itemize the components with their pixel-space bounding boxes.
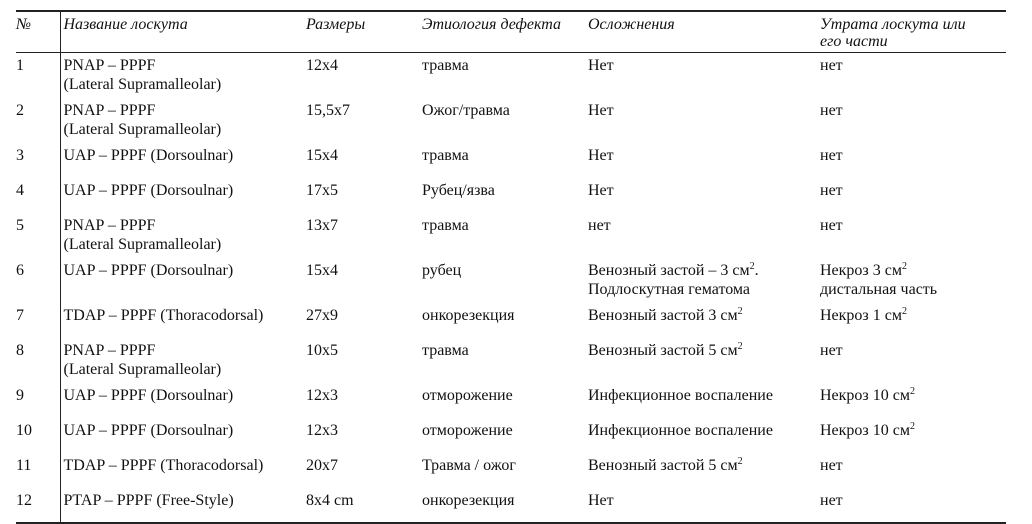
complication-line1 [588,101,820,120]
complication-line1-text: Нет [588,492,614,509]
flap-name-line1-text: UAP – PPPF (Dorsoulnar) [63,147,234,164]
table-row [16,143,1006,178]
flap-name-line1 [64,181,307,200]
flap-name-line1 [64,56,307,75]
flap-name-line2-text: (Lateral Supramalleolar) [63,76,222,93]
cell-flap-name [60,488,306,523]
flap-name-line1 [64,101,307,120]
cell-flap-loss [820,488,1006,523]
flap-size [306,306,422,325]
complication-line1 [588,386,820,405]
flap-loss-line1 [820,456,1006,475]
defect-etiology-text: травма [422,217,469,234]
flap-size [306,181,422,200]
complication-line1-text: Нет [588,147,614,164]
flap-size-text: 8x4 cm [306,492,354,509]
cell-num [16,418,60,453]
cell-num [16,178,60,213]
cell-size [306,338,422,383]
flap-name-line1-text: TDAP – PPPF (Thoracodorsal) [63,457,264,474]
flap-size-text: 17x5 [306,182,338,199]
cell-size [306,418,422,453]
cell-etiology [422,338,588,383]
row-number-text: 4 [16,182,24,199]
complication-line1-text: Венозный застой – 3 см [588,262,750,279]
flap-loss-line1 [820,421,1006,440]
cell-flap-loss [820,418,1006,453]
complication-line2-text: Подлоскутная гематома [588,281,751,298]
cell-flap-name [60,143,306,178]
cell-complications [588,178,820,213]
cell-size [306,258,422,303]
flap-size [306,56,422,75]
cell-flap-loss [820,213,1006,258]
cell-size [306,178,422,213]
flap-loss-line1-text: нет [820,342,843,359]
defect-etiology-text: травма [422,147,469,164]
flap-name-line1-text: PNAP – PPPF [63,217,156,234]
cell-etiology [422,303,588,338]
complication-line1 [588,491,820,510]
flap-loss-line1-text: нет [820,457,843,474]
cell-complications [588,213,820,258]
flap-name-line1-text: TDAP – PPPF (Thoracodorsal) [63,307,264,324]
cell-etiology [422,98,588,143]
flap-size [306,101,422,120]
defect-etiology-text: травма [422,57,469,74]
table-row [16,213,1006,258]
flap-size [306,386,422,405]
defect-etiology [422,491,588,510]
cell-etiology [422,418,588,453]
complication-line1-text: Нет [588,102,614,119]
cell-flap-loss [820,98,1006,143]
flap-loss-line1-text: нет [820,57,843,74]
complication-line1-text: Венозный застой 3 см [588,307,738,324]
complication-line1 [588,306,820,325]
cell-flap-loss [820,453,1006,488]
flap-loss-line1 [820,306,1006,325]
cell-size [306,453,422,488]
table-row [16,418,1006,453]
flap-size-text: 12x4 [306,57,338,74]
flap-loss-line1 [820,386,1006,405]
flap-loss-line1-superscript: 2 [909,386,915,397]
defect-etiology [422,456,588,475]
cell-flap-name [60,258,306,303]
cell-flap-loss [820,338,1006,383]
flap-loss-line1 [820,341,1006,360]
cell-complications [588,258,820,303]
flap-size-text: 15x4 [306,262,338,279]
defect-etiology-text: онкорезекция [422,492,515,509]
flap-loss-line1 [820,146,1006,165]
flap-loss-line2-text: дистальная часть [820,281,938,298]
flap-loss-line1 [820,216,1006,235]
cell-complications [588,383,820,418]
defect-etiology [422,306,588,325]
cell-etiology [422,258,588,303]
cell-size [306,383,422,418]
complication-line1-text: Нет [588,182,614,199]
complication-line1 [588,261,820,280]
flap-size-text: 13x7 [306,217,338,234]
flap-loss-line1-superscript: 2 [901,261,907,272]
complication-line1-superscript: 2 [737,306,743,317]
cell-etiology [422,488,588,523]
flap-name-line1 [64,386,307,405]
flap-size-text: 12x3 [306,387,338,404]
flap-name-line2-text: (Lateral Supramalleolar) [63,121,222,138]
cell-num [16,53,60,99]
flap-size [306,456,422,475]
row-number [16,306,60,325]
flap-name-line1 [64,421,307,440]
flap-loss-line1-superscript: 2 [909,421,915,432]
header-etiology: Этиология дефекта [422,16,561,33]
row-number [16,56,60,75]
flap-loss-line1 [820,491,1006,510]
flap-loss-line1-text: Некроз 10 см [820,387,910,404]
cell-etiology [422,178,588,213]
complication-line1-text: Инфекционное воспаление [588,422,773,439]
row-number-text: 8 [16,342,24,359]
flap-name-line2 [64,360,307,379]
defect-etiology-text: отморожение [422,387,513,404]
row-number-text: 7 [16,307,24,324]
complication-line1 [588,341,820,360]
cell-num [16,453,60,488]
defect-etiology-text: рубец [422,262,462,279]
flap-loss-line1-text: Некроз 10 см [820,422,910,439]
flap-size [306,261,422,280]
cell-size [306,213,422,258]
flap-loss-line2 [820,280,1006,299]
cell-etiology [422,143,588,178]
header-flap-loss [820,11,1006,53]
flap-name-line1 [64,306,307,325]
table-row [16,488,1006,523]
row-number [16,261,60,280]
cell-complications [588,143,820,178]
row-number-text: 3 [16,147,24,164]
flap-name-line1 [64,341,307,360]
row-number [16,101,60,120]
defect-etiology-text: травма [422,342,469,359]
flap-name-line2-text: (Lateral Supramalleolar) [63,236,222,253]
table-header-row [16,11,1006,53]
table-row [16,258,1006,303]
row-number [16,491,60,510]
row-number-text: 9 [16,387,24,404]
defect-etiology [422,56,588,75]
flap-size [306,146,422,165]
row-number-text: 10 [16,422,32,439]
cell-size [306,143,422,178]
cell-flap-loss [820,53,1006,99]
row-number [16,216,60,235]
cell-num [16,213,60,258]
cell-num [16,303,60,338]
complication-line1 [588,181,820,200]
row-number-text: 6 [16,262,24,279]
cell-complications [588,488,820,523]
flap-name-line2-text: (Lateral Supramalleolar) [63,361,222,378]
defect-etiology-text: Ожог/травма [422,102,510,119]
row-number [16,181,60,200]
cell-complications [588,453,820,488]
complication-line1-text: нет [588,217,611,234]
cell-etiology [422,213,588,258]
row-number [16,421,60,440]
table-row [16,98,1006,143]
flap-name-line1-text: UAP – PPPF (Dorsoulnar) [63,387,234,404]
flap-loss-line1-text: Некроз 3 см [820,262,902,279]
flap-name-line2 [64,120,307,139]
flap-loss-line1-text: нет [820,492,843,509]
flap-loss-line1 [820,56,1006,75]
cell-flap-loss [820,178,1006,213]
cell-complications [588,418,820,453]
cell-complications [588,53,820,99]
row-number-text: 12 [16,492,32,509]
cell-num [16,98,60,143]
cell-num [16,383,60,418]
header-flap-loss-line1: Утрата лоскута или [820,16,966,33]
table-row [16,338,1006,383]
flap-name-line1-text: PTAP – PPPF (Free-Style) [63,492,234,509]
complication-line1 [588,216,820,235]
defect-etiology-text: Травма / ожог [422,457,516,474]
cell-flap-name [60,98,306,143]
flap-name-line1-text: UAP – PPPF (Dorsoulnar) [63,422,234,439]
complication-line1-text: Венозный застой 5 см [588,457,738,474]
complication-line1-superscript: 2 [737,341,743,352]
flap-name-line1-text: UAP – PPPF (Dorsoulnar) [63,182,234,199]
flap-loss-line1 [820,101,1006,120]
complication-line1-text: Инфекционное воспаление [588,387,773,404]
cell-num [16,338,60,383]
cell-size [306,53,422,99]
table-row [16,453,1006,488]
flap-size-text: 20x7 [306,457,338,474]
table-row [16,383,1006,418]
flap-loss-line1-text: Некроз 1 см [820,307,902,324]
row-number [16,386,60,405]
cell-etiology [422,53,588,99]
defect-etiology-text: Рубец/язва [422,182,495,199]
defect-etiology-text: отморожение [422,422,513,439]
flap-size-text: 15,5x7 [306,102,350,119]
complication-line2 [588,280,820,299]
defect-etiology-text: онкорезекция [422,307,515,324]
row-number [16,146,60,165]
cell-complications [588,338,820,383]
flap-size [306,216,422,235]
cell-flap-loss [820,303,1006,338]
defect-etiology [422,146,588,165]
complication-line1 [588,56,820,75]
header-flap-loss-line2: его части [820,33,888,50]
cell-flap-name [60,453,306,488]
table-row [16,178,1006,213]
header-size: Размеры [306,16,366,33]
flap-size-text: 10x5 [306,342,338,359]
flap-results-table [16,10,1006,524]
complication-line1-superscript: 2 [737,456,743,467]
flap-name-line2 [64,75,307,94]
row-number-text: 5 [16,217,24,234]
cell-size [306,303,422,338]
cell-flap-name [60,418,306,453]
complication-line1-superscript: 2 [749,261,755,272]
flap-loss-line1-text: нет [820,182,843,199]
flap-name-line1-text: PNAP – PPPF [63,57,156,74]
cell-flap-name [60,303,306,338]
defect-etiology [422,216,588,235]
flap-name-line2 [64,235,307,254]
flap-name-line1-text: UAP – PPPF (Dorsoulnar) [63,262,234,279]
flap-size-text: 27x9 [306,307,338,324]
cell-size [306,98,422,143]
flap-size [306,421,422,440]
defect-etiology [422,181,588,200]
defect-etiology [422,261,588,280]
flap-size [306,341,422,360]
defect-etiology [422,386,588,405]
row-number [16,456,60,475]
flap-name-line1-text: PNAP – PPPF [63,102,156,119]
flap-loss-line1 [820,261,1006,280]
cell-flap-loss [820,143,1006,178]
flap-name-line1 [64,261,307,280]
flap-loss-line1-superscript: 2 [901,306,907,317]
flap-name-line1 [64,456,307,475]
flap-size [306,491,422,510]
cell-flap-name [60,338,306,383]
defect-etiology [422,421,588,440]
row-number-text: 11 [16,457,32,474]
complication-line1 [588,456,820,475]
cell-flap-name [60,178,306,213]
header-complications: Осложнения [588,16,675,33]
cell-flap-name [60,383,306,418]
cell-flap-name [60,213,306,258]
cell-flap-loss [820,383,1006,418]
complication-line1 [588,146,820,165]
cell-num [16,258,60,303]
cell-num [16,488,60,523]
table-row [16,303,1006,338]
cell-size [306,488,422,523]
cell-etiology [422,453,588,488]
defect-etiology [422,341,588,360]
flap-name-line1 [64,146,307,165]
flap-name-line1 [64,491,307,510]
cell-complications [588,98,820,143]
cell-complications [588,303,820,338]
header-num: № [16,16,32,33]
flap-loss-line1-text: нет [820,147,843,164]
table-row [16,53,1006,99]
flap-name-line1-text: PNAP – PPPF [63,342,156,359]
cell-flap-loss [820,258,1006,303]
flap-name-line1 [64,216,307,235]
complication-line1-text: Нет [588,57,614,74]
flap-loss-line1 [820,181,1006,200]
row-number-text: 1 [16,57,24,74]
cell-num [16,143,60,178]
header-flap-name: Название лоскута [60,11,306,53]
defect-etiology [422,101,588,120]
flap-loss-line1-text: нет [820,102,843,119]
complication-line1-tail: . [754,262,759,279]
complication-line1 [588,421,820,440]
flap-size-text: 15x4 [306,147,338,164]
complication-line1-text: Венозный застой 5 см [588,342,738,359]
row-number [16,341,60,360]
flap-size-text: 12x3 [306,422,338,439]
row-number-text: 2 [16,102,24,119]
cell-etiology [422,383,588,418]
flap-loss-line1-text: нет [820,217,843,234]
cell-flap-name [60,53,306,99]
